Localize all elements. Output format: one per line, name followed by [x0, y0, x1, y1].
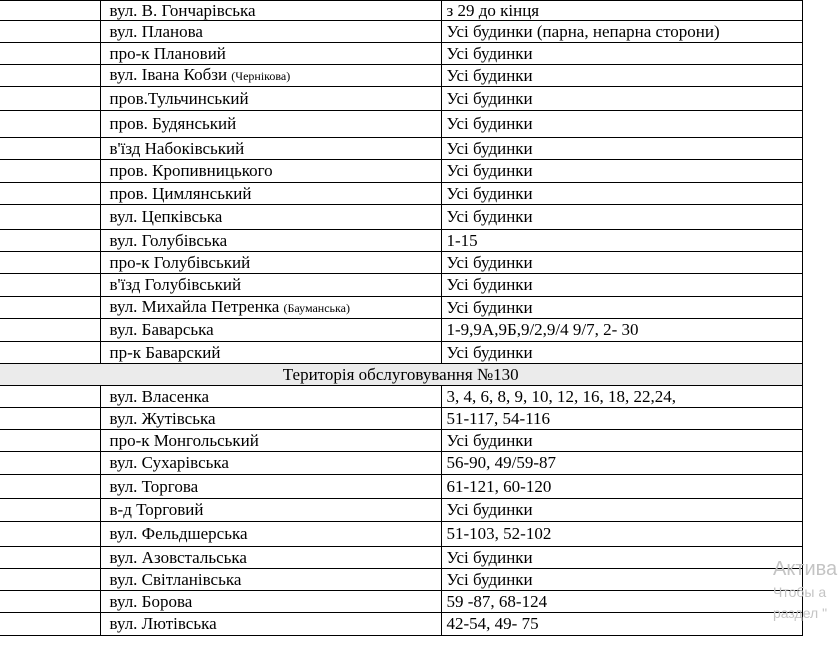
row-index-cell	[0, 21, 100, 43]
activation-watermark	[773, 556, 837, 624]
houses-cell	[441, 111, 802, 138]
houses-cell	[441, 230, 802, 252]
houses-cell	[441, 408, 802, 430]
houses-value: Усі будинки	[446, 430, 533, 450]
houses-value: 1-15	[446, 230, 478, 250]
street-cell	[100, 160, 441, 183]
row-index-cell	[0, 87, 100, 111]
street-cell	[100, 138, 441, 160]
watermark-title: Актива	[773, 558, 838, 580]
row-index-cell	[0, 591, 100, 613]
table-row	[0, 547, 802, 569]
row-index-cell	[0, 274, 100, 297]
section-header	[0, 364, 802, 386]
row-index-cell	[0, 569, 100, 591]
houses-cell	[441, 183, 802, 205]
street-name: про-к Плановий	[109, 43, 226, 63]
street-cell	[100, 430, 441, 452]
row-index-cell	[0, 408, 100, 430]
street-cell	[100, 408, 441, 430]
houses-cell	[441, 252, 802, 274]
street-name: пр-к Баварский	[109, 342, 221, 362]
houses-value: Усі будинки	[446, 183, 533, 203]
street-cell	[100, 499, 441, 522]
watermark-line-1: Чтобы а	[773, 584, 827, 600]
houses-value: Усі будинки	[446, 547, 533, 567]
street-cell	[100, 65, 441, 87]
street-cell	[100, 547, 441, 569]
houses-value: Усі будинки	[446, 114, 533, 133]
row-index-cell	[0, 386, 100, 408]
street-cell	[100, 475, 441, 499]
table-row	[0, 319, 802, 342]
houses-cell	[441, 87, 802, 111]
street-name: вул. Азовстальська	[109, 547, 247, 567]
houses-value: 51-103, 52-102	[446, 524, 552, 543]
houses-value: Усі будинки	[446, 88, 533, 108]
table-row	[0, 613, 802, 636]
street-name: вул. Лютівська	[109, 614, 217, 633]
houses-value: Усі будинки	[446, 252, 533, 272]
street-cell	[100, 591, 441, 613]
row-index-cell	[0, 160, 100, 183]
row-index-cell	[0, 430, 100, 452]
row-index-cell	[0, 43, 100, 65]
houses-value: Усі будинки	[446, 275, 533, 294]
street-name: пров. Кропивницького	[109, 161, 273, 180]
row-index-cell	[0, 183, 100, 205]
street-cell	[100, 274, 441, 297]
street-cell	[100, 1, 441, 21]
table-row	[0, 138, 802, 160]
table-row	[0, 183, 802, 205]
houses-value: Усі будинки	[446, 161, 533, 180]
houses-cell	[441, 160, 802, 183]
street-name: вул. Цепківська	[109, 207, 223, 226]
table-row	[0, 65, 802, 87]
street-name: вул. Фельдшерська	[109, 524, 248, 543]
houses-cell	[441, 65, 802, 87]
houses-value: 42-54, 49- 75	[446, 614, 539, 633]
table-row	[0, 386, 802, 408]
row-index-cell	[0, 205, 100, 230]
street-cell	[100, 569, 441, 591]
former-name: (Чернікова)	[231, 69, 291, 83]
row-index-cell	[0, 522, 100, 547]
houses-value: 1-9,9А,9Б,9/2,9/4 9/7, 2- 30	[446, 320, 639, 339]
houses-value: 61-121, 60-120	[446, 476, 552, 496]
houses-cell	[441, 613, 802, 636]
houses-cell	[441, 591, 802, 613]
street-cell	[100, 87, 441, 111]
houses-value: Усі будинки	[446, 500, 533, 519]
row-index-cell	[0, 138, 100, 160]
houses-cell	[441, 475, 802, 499]
houses-value: 51-117, 54-116	[446, 408, 551, 428]
row-index-cell	[0, 499, 100, 522]
houses-value: Усі будинки	[446, 207, 533, 226]
houses-value: 59 -87, 68-124	[446, 591, 548, 611]
table-row	[0, 230, 802, 252]
houses-value: Усі будинки	[446, 138, 533, 158]
street-name: в'їзд Голубівський	[109, 275, 242, 294]
street-name: вул. Світланівська	[109, 569, 242, 589]
table-row	[0, 522, 802, 547]
street-name: вул. Михайла Петренка	[109, 297, 284, 316]
houses-value: Усі будинки	[446, 342, 533, 362]
row-index-cell	[0, 252, 100, 274]
street-name: вул. Сухарівська	[109, 453, 229, 472]
street-name: вул. Баварська	[109, 320, 214, 339]
houses-cell	[441, 499, 802, 522]
street-cell	[100, 111, 441, 138]
street-cell	[100, 342, 441, 364]
houses-cell	[441, 452, 802, 475]
table-row	[0, 87, 802, 111]
street-name: пров. Будянський	[109, 114, 237, 133]
houses-cell	[441, 569, 802, 591]
table-row	[0, 1, 802, 21]
street-cell	[100, 205, 441, 230]
table-row	[0, 43, 802, 65]
houses-cell	[441, 297, 802, 319]
table-row	[0, 205, 802, 230]
houses-cell	[441, 21, 802, 43]
street-name: пров.Тульчинський	[109, 88, 249, 108]
row-index-cell	[0, 342, 100, 364]
table-row	[0, 111, 802, 138]
street-cell	[100, 319, 441, 342]
houses-cell	[441, 342, 802, 364]
houses-cell	[441, 138, 802, 160]
street-cell	[100, 613, 441, 636]
table-row	[0, 475, 802, 499]
street-name: вул. Жутівська	[109, 408, 216, 428]
houses-value: 56-90, 49/59-87	[446, 453, 557, 472]
table-row	[0, 430, 802, 452]
street-cell	[100, 522, 441, 547]
street-name: в'їзд Набоківський	[109, 138, 245, 158]
street-name: вул. В. Гончарівська	[109, 0, 256, 20]
watermark-line-2: раздел "	[773, 605, 828, 621]
houses-cell	[441, 43, 802, 65]
street-name: про-к Монгольський	[109, 430, 259, 450]
table-row	[0, 591, 802, 613]
row-index-cell	[0, 475, 100, 499]
houses-cell	[441, 522, 802, 547]
houses-cell	[441, 547, 802, 569]
houses-value: 3, 4, 6, 8, 9, 10, 12, 16, 18, 22,24,	[446, 386, 676, 406]
former-name: (Бауманська)	[283, 301, 350, 315]
houses-value: Усі будинки (парна, непарна сторони)	[446, 21, 720, 41]
street-cell	[100, 252, 441, 274]
row-index-cell	[0, 230, 100, 252]
row-index-cell	[0, 452, 100, 475]
street-name: вул. Власенка	[109, 386, 209, 406]
table-row	[0, 21, 802, 43]
table-row	[0, 408, 802, 430]
table-row	[0, 452, 802, 475]
row-index-cell	[0, 65, 100, 87]
table-row	[0, 160, 802, 183]
houses-value: Усі будинки	[446, 65, 533, 85]
row-index-cell	[0, 297, 100, 319]
row-index-cell	[0, 111, 100, 138]
street-cell	[100, 386, 441, 408]
street-cell	[100, 452, 441, 475]
row-index-cell	[0, 613, 100, 636]
table-row	[0, 499, 802, 522]
street-cell	[100, 230, 441, 252]
street-cell	[100, 183, 441, 205]
section-header-row	[0, 364, 802, 386]
street-cell	[100, 43, 441, 65]
houses-cell	[441, 386, 802, 408]
houses-value: Усі будинки	[446, 569, 533, 589]
houses-cell	[441, 274, 802, 297]
street-name: в-д Торговий	[109, 500, 204, 519]
houses-cell	[441, 430, 802, 452]
street-name: вул. Планова	[109, 21, 203, 41]
street-name: про-к Голубівський	[109, 252, 251, 272]
street-name: вул. Івана Кобзи	[109, 65, 232, 84]
street-name: вул. Торгова	[109, 476, 199, 496]
street-name: вул. Голубівська	[109, 230, 228, 250]
street-name: пров. Цимлянський	[109, 183, 252, 203]
houses-cell	[441, 1, 802, 21]
row-index-cell	[0, 1, 100, 21]
table-row	[0, 569, 802, 591]
houses-cell	[441, 205, 802, 230]
houses-value: Усі будинки	[446, 297, 533, 317]
table-row	[0, 252, 802, 274]
street-cell	[100, 21, 441, 43]
table-row	[0, 297, 802, 319]
table-row	[0, 342, 802, 364]
houses-value: з 29 до кінця	[446, 0, 540, 20]
section-title: Територія обслуговування №130	[282, 364, 519, 384]
row-index-cell	[0, 547, 100, 569]
table-row	[0, 274, 802, 297]
street-cell	[100, 297, 441, 319]
houses-cell	[441, 319, 802, 342]
houses-value: Усі будинки	[446, 43, 533, 63]
row-index-cell	[0, 319, 100, 342]
street-name: вул. Борова	[109, 591, 193, 611]
